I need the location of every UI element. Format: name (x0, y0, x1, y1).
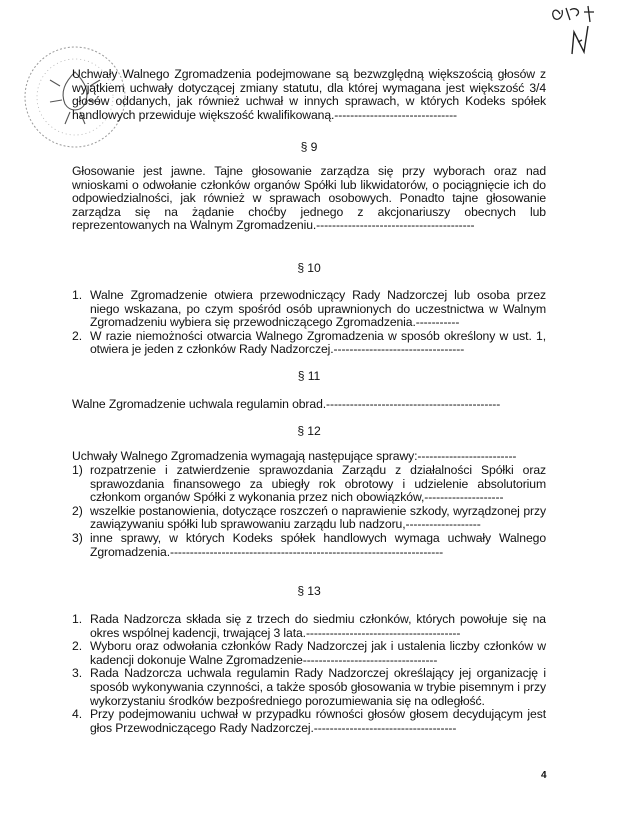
list-item-number: 2. (72, 328, 83, 343)
section-11-text: Walne Zgromadzenie uchwala regulamin obrad.-------------------------------------------- (72, 397, 501, 411)
list-item (72, 505, 546, 532)
section-9-text: Głosowanie jest jawne. Tajne głosowanie zarządza się przy wyborach oraz nad wnioskami o odwołanie członków organów Spółki lub likwidatorów, o pociągnięcie ich do odpowiedzialności, jak również w sprawach osobowych. Ponadto tajne głosowanie zarządza się na żądanie choćby jednego z akcjonariuszy obecnych lub reprezentowanych na Walnym Zgromadzeniu.---------------------------------------- (72, 164, 546, 233)
list-item (72, 640, 546, 667)
section-13-list (72, 613, 546, 735)
section-10-heading: § 10 (297, 261, 321, 275)
page-number: 4 (541, 770, 547, 781)
list-item (72, 464, 546, 505)
section-10-list (72, 289, 546, 357)
list-item-number: 2. (72, 639, 83, 654)
list-item (72, 613, 546, 640)
list-item-number: 3. (72, 666, 83, 681)
list-item-text: rozpatrzenie i zatwierdzenie sprawozdania Zarządu z działalności Spółki oraz sprawozdania finansowego za ubiegły rok obrotowy i udzielenie absolutorium członkom organów Spółki z wykonania przez nich obowiązków,-------------------- (90, 463, 546, 505)
handwritten-initials-signature (548, 2, 618, 62)
list-item (72, 330, 546, 357)
list-item (72, 708, 546, 735)
list-item (72, 667, 546, 708)
list-item-text: Przy podejmowaniu uchwał w przypadku równości głosów głosem decydującym jest głos Przewodniczącego Rady Nadzorczej.------------------------------------ (90, 707, 546, 735)
list-item-text: wszelkie postanowienia, dotyczące roszczeń o naprawienie szkody, wyrządzonej przy zawiązywaniu spółki lub sprawowaniu zarządu lub nadzoru,------------------- (90, 503, 546, 532)
list-item-text: Walne Zgromadzenie otwiera przewodniczący Rady Nadzorczej lub osoba przez niego wskazana, po czym spośród osób uprawnionych do uczestnictwa w Walnym Zgromadzeniu wybiera się przewodniczącego Zgromadzenia.----------- (90, 288, 546, 330)
section-11-heading: § 11 (297, 369, 321, 383)
section-13-heading: § 13 (297, 584, 321, 598)
list-item-number: 3) (72, 530, 83, 545)
list-item-number: 2) (72, 503, 83, 518)
section-12-lead: Uchwały Walnego Zgromadzenia wymagają następujące sprawy:------------------------- (72, 449, 517, 463)
list-item-number: 1. (72, 288, 83, 302)
list-item-number: 1) (72, 463, 83, 477)
section-9-heading: § 9 (300, 140, 318, 154)
list-item-text: inne sprawy, w których Kodeks spółek handlowych wymaga uchwały Walnego Zgromadzenia.--------------------------------------------------------------------- (90, 530, 546, 559)
intro-paragraph: Uchwały Walnego Zgromadzenia podejmowane są bezwzględną większością głosów z wyjątkiem uchwały dotyczącej zmiany statutu, dla której wymagana jest większość 3/4 głosów oddanych, jak również uchwał w innych sprawach, w których Kodeks spółek handlowych przewiduje większość kwalifikowaną.------------------------------- (72, 67, 546, 122)
section-12-list (72, 464, 546, 559)
list-item (72, 289, 546, 330)
list-item-text: Wyboru oraz odwołania członków Rady Nadzorczej jak i ustalenia liczby członków w kadencji dokonuje Walne Zgromadzenie---------------------------------- (90, 639, 546, 667)
list-item-text: Rada Nadzorcza uchwala regulamin Rady Nadzorczej określający jej organizację i sposób wykonywania czynności, a także sposób głosowania w trybie pisemnym i przy wykorzystaniu środków bezpośredniego porozumiewania się na odległość. (90, 666, 546, 708)
list-item-number: 1. (72, 612, 83, 626)
list-item-text: Rada Nadzorcza składa się z trzech do siedmiu członków, których powołuje się na okres wspólnej kadencji, trwającej 3 lata.--------------------------------------- (90, 612, 546, 640)
list-item (72, 532, 546, 559)
section-12-heading: § 12 (297, 424, 321, 438)
list-item-number: 4. (72, 707, 83, 722)
list-item-text: W razie niemożności otwarcia Walnego Zgromadzenia w sposób określony w ust. 1, otwiera je jeden z członków Rady Nadzorczej.--------------------------------- (90, 328, 546, 357)
